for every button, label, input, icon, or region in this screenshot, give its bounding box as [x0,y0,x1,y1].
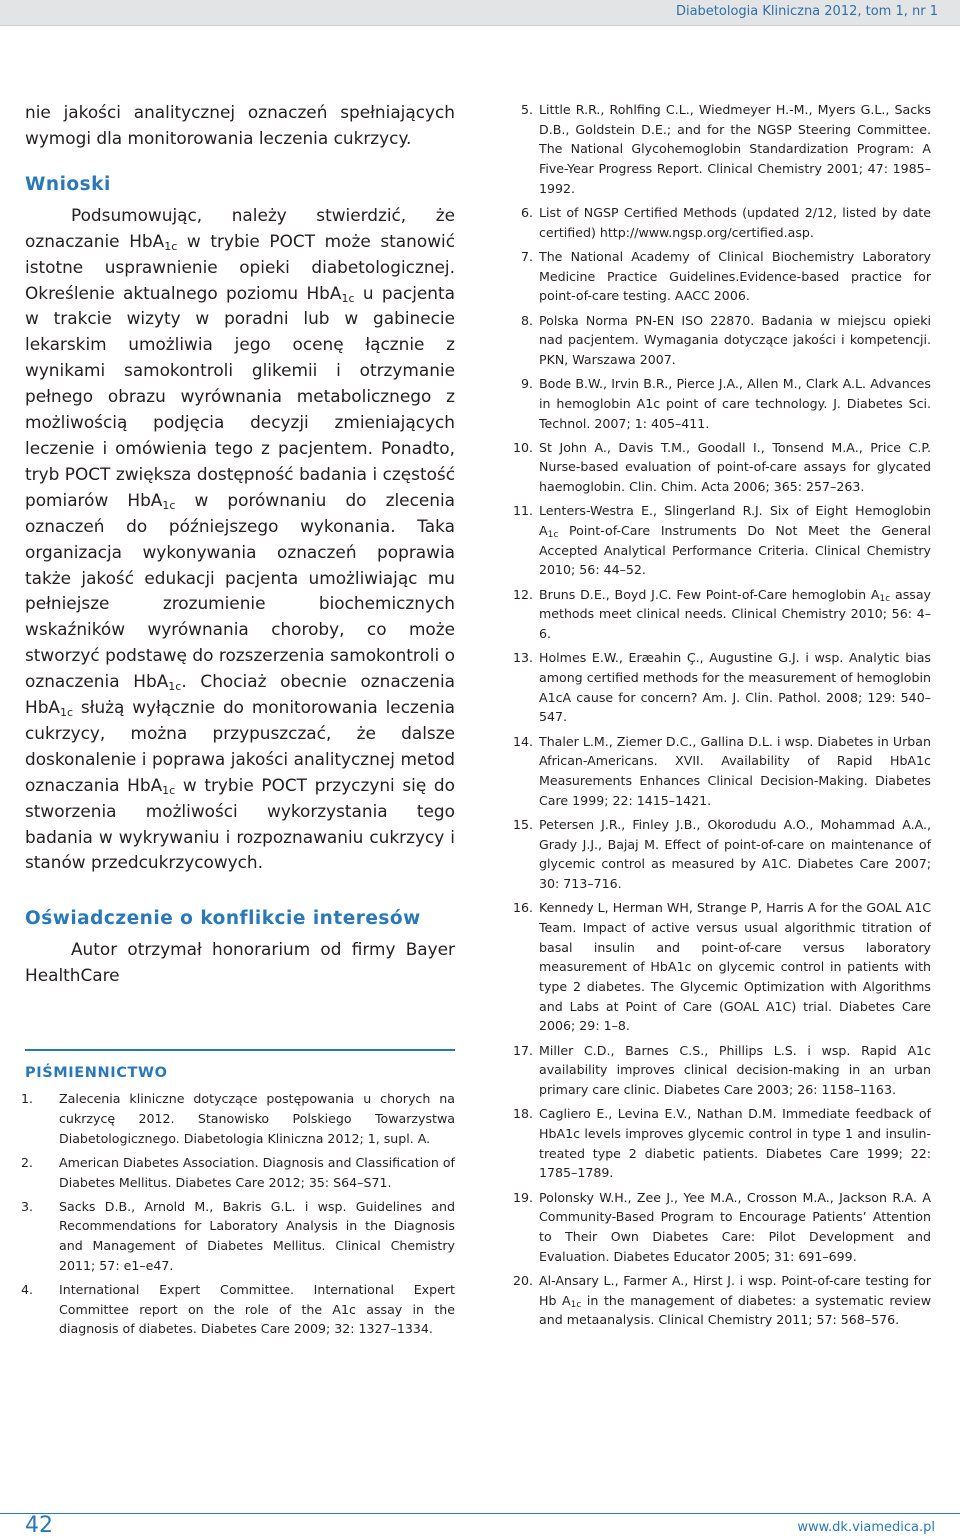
reference-text: Bode B.W., Irvin B.R., Pierce J.A., Allen M., Clark A.L. Advances in hemoglobin A1c point of care technology. J. Diabetes Sci. Technol. 2007; 1: 405–411. [539,376,931,431]
reference-subscript: 1c [547,530,559,541]
references-heading: PIŚMIENNICTWO [25,1065,168,1082]
reference-item [505,100,931,199]
reference-text-cont: in the management of diabetes: a systematic review and metaanalysis. Clinical Chemistry 2011; 57: 568–576. [539,1292,931,1328]
references-list-right [505,100,931,1330]
reference-number: 8. [520,312,533,328]
journal-header [0,0,960,26]
reference-text: The National Academy of Clinical Biochemistry Laboratory Medicine Practice Guidelines.Evidence-based practice for point-of-care testing. AACC 2006. [539,248,931,304]
journal-citation: Diabetologia Kliniczna 2012, tom 1, nr 1 [675,4,938,19]
reference-text: Little R.R., Rohlfing C.L., Wiedmeyer H.-M., Myers G.L., Sacks D.B., Goldstein D.E.; and for the NGSP Steering Committee. The National Glycohemoglobin Standardization Program: A Five-Year Progress Report. Clinical Chemistry 2001; 47: 1985–1992. [539,102,931,196]
reference-item [505,898,931,1036]
reference-item [505,732,931,811]
reference-item [505,585,931,644]
references-list-left [20,1089,455,1339]
reference-text-cont: assay methods meet clinical needs. Clinical Chemistry 2010; 56: 4–6. [539,586,932,642]
reference-number: 2. [20,1154,33,1170]
reference-text: Polska Norma PN-EN ISO 22870. Badania w miejscu opieki nad pacjentem. Wymagania dotyczące jakości i kompetencji. PKN, Warszawa 2007. [539,312,931,367]
reference-text: Polonsky W.H., Zee J., Yee M.A., Crosson M.A., Jackson R.A. A Community-Based Program to Encourage Patients’ Attention to Their Own Diabetes Care: Pilot Development and Evaluation. Diabetes Educator 2005; 31: 691–699. [539,1189,931,1264]
intro-fragment: nie jakości analitycznej oznaczeń spełniających wymogi dla monitorowania leczenia cukrzycy. [25,102,455,148]
reference-subscript: 1c [879,593,891,604]
reference-item [505,203,931,242]
reference-number: 19. [512,1189,533,1205]
reference-text: Miller C.D., Barnes C.S., Phillips L.S. i wsp. Rapid A1c availability improves clinical decision-making in an urban primary care clinic. Diabetes Care 2003; 26: 1158–1163. [539,1042,931,1098]
conflict-text: Autor otrzymał honorarium od firmy Bayer HealthCare [25,939,455,986]
reference-text: Zalecenia kliniczne dotyczące postępowania u chorych na cukrzycę 2012. Stanowisko Polskiego Towarzystwa Diabetologicznego. Diabetologia Kliniczna 2012; 1, supl. A. [59,1091,455,1146]
reference-item [505,374,931,433]
reference-item [505,648,931,727]
reference-text: American Diabetes Association. Diagnosis and Classification of Diabetes Mellitus. Diabetes Care 2012; 35: S64–S71. [59,1154,455,1190]
reference-text: International Expert Committee. International Expert Committee report on the role of the A1c assay in the diagnosis of diabetes. Diabetes Care 2009; 32: 1327–1334. [59,1282,455,1337]
reference-number: 6. [520,205,533,221]
reference-text-cont: Point-of-Care Instruments Do Not Meet the General Accepted Analytical Performance Criteria. Clinical Chemistry 2010; 56: 44–52. [539,523,931,578]
reference-text: Al-Ansary L., Farmer A., Hirst J. i wsp. Point-of-care testing for Hb A [539,1272,931,1308]
reference-item [20,1197,455,1276]
reference-number: 13. [512,650,533,666]
reference-item [505,815,931,894]
reference-item [505,1104,931,1183]
reference-number: 10. [512,439,533,455]
conclusions-heading: Wnioski [25,173,111,195]
reference-text: Holmes E.W., Eræahin Ç., Augustine G.J. i wsp. Analytic bias among certified methods for the measurement of hemoglobin A1cA cause for concern? Am. J. Clin. Pathol. 2008; 129: 540–547. [539,650,931,725]
reference-text: Petersen J.R., Finley J.B., Okorodudu A.O., Mohammad A.A., Grady J.J., Bajaj M. Effect of point-of-care on maintenance of glycemic control as measured by A1C. Diabetes Care 2007; 30: 713–716. [539,816,931,892]
reference-text: Bruns D.E., Boyd J.C. Few Point-of-Care hemoglobin A [539,586,880,602]
reference-text: St John A., Davis T.M., Goodall I., Tonsend M.A., Price C.P. Nurse-based evaluation of point-of-care assays for glycated haemoglobin. Clin. Chim. Acta 2006; 365: 257–263. [539,439,931,495]
reference-number: 16. [512,900,533,916]
reference-item [505,1041,931,1100]
reference-text: List of NGSP Certified Methods (updated 2/12, listed by date certified) http://www.ngsp.org/certified.asp. [539,205,931,240]
reference-text: Lenters-Westra E., Slingerland R.J. Six of Eight Hemoglobin A [539,503,931,539]
footer-divider [0,1513,960,1514]
reference-item [20,1153,455,1192]
reference-text: Sacks D.B., Arnold M., Bakris G.L. i wsp. Guidelines and Recommendations for Laboratory Analysis in the Diagnosis and Management of Diabetes Mellitus. Clinical Chemistry 2011; 57: e1–e47. [59,1198,455,1273]
left-column [20,100,455,1344]
reference-item [505,1188,931,1267]
reference-item [505,1271,931,1330]
reference-item [20,1280,455,1339]
right-column [505,100,931,1334]
reference-number: 1. [20,1091,33,1107]
reference-number: 14. [512,733,533,749]
reference-number: 3. [20,1198,33,1214]
reference-item [505,501,931,580]
reference-number: 9. [520,376,533,392]
reference-number: 12. [512,586,533,602]
reference-number: 15. [512,816,533,832]
reference-number: 7. [520,248,533,264]
reference-number: 20. [512,1272,533,1288]
reference-number: 17. [512,1042,533,1058]
reference-number: 4. [20,1282,33,1298]
reference-text: Cagliero E., Levina E.V., Nathan D.M. Immediate feedback of HbA1c levels improves glycemic control in type 1 and insulin-treated type 2 diabetic patients. Diabetes Care 1999; 22: 1785–1789. [539,1106,931,1181]
reference-number: 11. [512,503,533,519]
references-divider [25,1049,455,1051]
reference-item [20,1089,455,1148]
reference-item [505,247,931,306]
reference-number: 18. [512,1106,533,1122]
conflict-heading: Oświadczenie o konflikcie interesów [25,908,421,930]
reference-text: Thaler L.M., Ziemer D.C., Gallina D.L. i wsp. Diabetes in Urban African-Americans. XVII. Availability of Rapid HbA1c Measurements Enhances Clinical Decision-Making. Diabetes Care 1999; 22: 1415–1421. [539,733,931,808]
page-number: 42 [25,1513,53,1538]
reference-item [505,438,931,497]
reference-item [505,311,931,370]
reference-text: Kennedy L, Herman WH, Strange P, Harris A for the GOAL A1C Team. Impact of active versus usual algorithmic titration of basal insulin and point-of-care versus laboratory measurement of HbA1c on glycemic control in patients with type 2 diabetes. The Glycemic Optimization with Algorithms and Labs at Point of Care (GOAL A1C) trial. Diabetes Care 2006; 29: 1–8. [539,900,931,1034]
reference-number: 5. [520,102,533,117]
footer-url[interactable]: www.dk.viamedica.pl [797,1520,935,1535]
conclusions-paragraph: Podsumowując, należy stwierdzić, że oznaczanie HbA$_{1c}$ w trybie POCT może stanowić istotne usprawnienie opieki diabetologicznej. Określenie aktualnego poziomu HbA$_{1c}$ u pacjenta w trakcie wizyty w poradni lub w gabinecie lekarskim umożliwia jego ocenę łącznie z wynikami samokontroli glikemii i otrzymanie pełnego obrazu wyrównania metabolicznego z możliwością podjęcia decyzji zmieniających leczenie i omówienia tego z pacjentem. Ponadto, tryb POCT zwiększa dostępność badania i częstość pomiarów HbA$_{1c}$ w porównaniu do zlecenia oznaczeń do późniejszego wykonania. Taka organizacja wykonywania oznaczeń poprawia także jakość edukacji pacjenta umożliwiając mu pełniejsze zrozumienie biochemicznych wskaźników wyrównania choroby, co może stworzyć podstawę do rozszerzenia samokontroli o oznaczenia HbA$_{1c}$. Chociaż obecnie oznaczenia HbA$_{1c}$ służą wyłącznie do monitorowania leczenia cukrzycy, można przypuszczać, że dalsze doskonalenie i poprawa jakości analitycznej metod oznaczania HbA$_{1c}$ w trybie POCT przyczyni się do stworzenia możliwości wykorzystania tego badania w wykrywaniu i rozpoznawaniu cukrzycy i stanów przedcukrzycowych. [25,204,455,873]
reference-subscript: 1c [570,1299,582,1310]
